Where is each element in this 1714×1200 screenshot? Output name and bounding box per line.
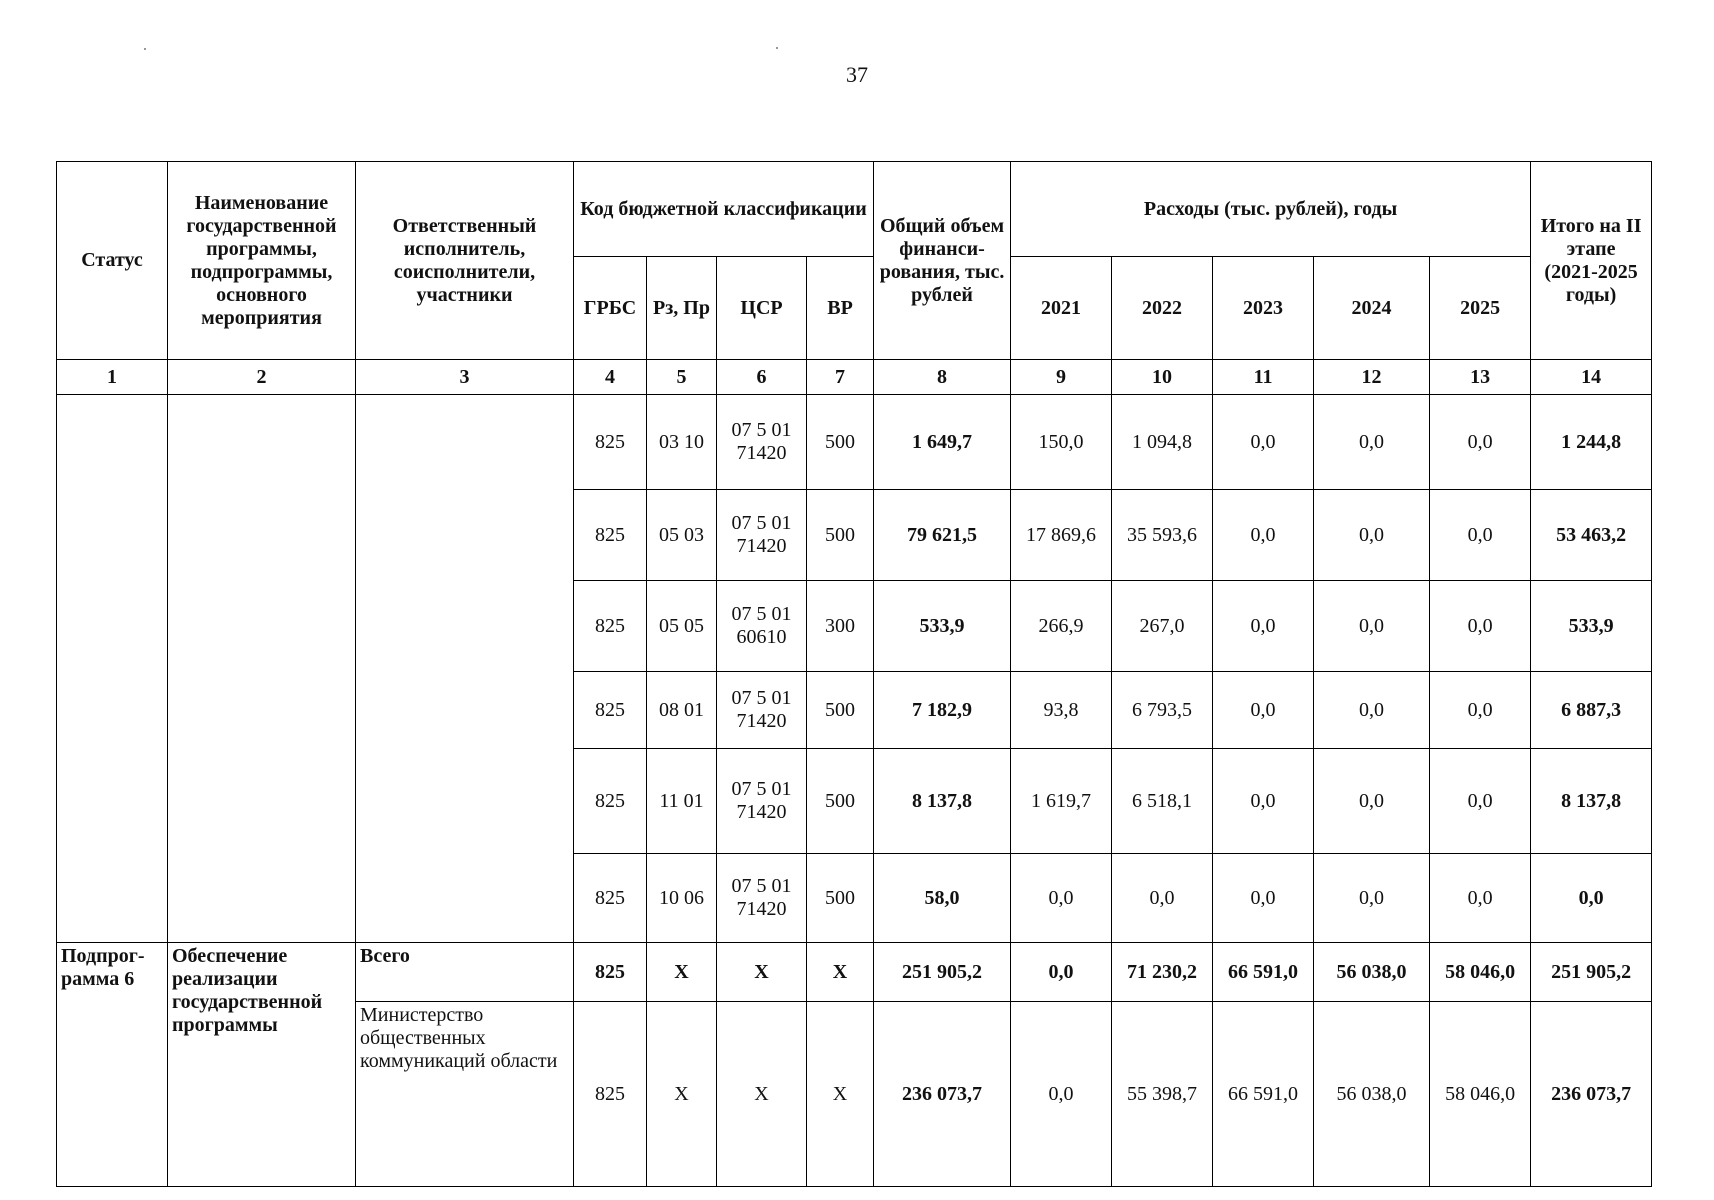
header-year: 2021: [1011, 257, 1112, 360]
cell-stage-total: 0,0: [1531, 854, 1652, 943]
cell-vr: 300: [807, 581, 874, 672]
column-number: 3: [356, 360, 574, 395]
column-number: 6: [717, 360, 807, 395]
column-number: 13: [1430, 360, 1531, 395]
cell-2021: 0,0: [1011, 1002, 1112, 1187]
subprogram-total-label: Всего: [356, 943, 574, 1002]
cell-grbs: 825: [574, 943, 647, 1002]
cell-total: 8 137,8: [874, 749, 1011, 854]
header-total-volume: Общий объем финанси-рования, тыс. рублей: [874, 162, 1011, 360]
cell-csr: 07 5 01 71420: [717, 490, 807, 581]
cell-2022: 6 793,5: [1112, 672, 1213, 749]
cell-2025: 0,0: [1430, 672, 1531, 749]
cell-total: 58,0: [874, 854, 1011, 943]
cell-2023: 66 591,0: [1213, 1002, 1314, 1187]
header-budget-code: Код бюджетной классификации: [574, 162, 874, 257]
cell-total: 79 621,5: [874, 490, 1011, 581]
column-number: 2: [168, 360, 356, 395]
cell-stage-total: 6 887,3: [1531, 672, 1652, 749]
cell-2023: 0,0: [1213, 854, 1314, 943]
scan-dot: [776, 47, 778, 49]
column-number: 4: [574, 360, 647, 395]
cell-2021: 17 869,6: [1011, 490, 1112, 581]
scan-dot: [144, 48, 146, 50]
header-rz-pr: Рз, Пр: [647, 257, 717, 360]
cell-vr: 500: [807, 490, 874, 581]
header-stage-total-line2: (2021-2025 годы): [1544, 260, 1638, 306]
cell-2025: 0,0: [1430, 854, 1531, 943]
subprogram-status: Подпрог-рамма 6: [57, 943, 168, 1187]
header-year: 2024: [1314, 257, 1430, 360]
cell-rz-pr: X: [647, 943, 717, 1002]
budget-table: [56, 161, 1652, 1187]
cell-2022: 0,0: [1112, 854, 1213, 943]
header-status: Статус: [57, 162, 168, 360]
column-number: 14: [1531, 360, 1652, 395]
header-year: 2023: [1213, 257, 1314, 360]
cell-vr: 500: [807, 749, 874, 854]
table-row: [57, 395, 1652, 490]
cell-2025: 58 046,0: [1430, 1002, 1531, 1187]
cell-vr: X: [807, 943, 874, 1002]
cell-stage-total: 533,9: [1531, 581, 1652, 672]
cell-rz-pr: 03 10: [647, 395, 717, 490]
column-number: 5: [647, 360, 717, 395]
cell-csr: 07 5 01 71420: [717, 854, 807, 943]
cell-2024: 0,0: [1314, 854, 1430, 943]
header-expenses: Расходы (тыс. рублей), годы: [1011, 162, 1531, 257]
cell-stage-total: 8 137,8: [1531, 749, 1652, 854]
cell-rz-pr: 05 03: [647, 490, 717, 581]
cell-2025: 0,0: [1430, 749, 1531, 854]
cell-2023: 0,0: [1213, 395, 1314, 490]
cell-2021: 0,0: [1011, 854, 1112, 943]
cell-grbs: 825: [574, 395, 647, 490]
cell-total: 1 649,7: [874, 395, 1011, 490]
cell-total: 251 905,2: [874, 943, 1011, 1002]
cell-2023: 0,0: [1213, 672, 1314, 749]
cell-total: 236 073,7: [874, 1002, 1011, 1187]
cell-total: 533,9: [874, 581, 1011, 672]
cell-2024: 56 038,0: [1314, 943, 1430, 1002]
cell-vr: 500: [807, 672, 874, 749]
cell-2024: 0,0: [1314, 490, 1430, 581]
cell-stage-total: 251 905,2: [1531, 943, 1652, 1002]
cell-2021: 150,0: [1011, 395, 1112, 490]
cell-2025: 0,0: [1430, 581, 1531, 672]
empty-status-cell: [57, 395, 168, 943]
header-year: 2025: [1430, 257, 1531, 360]
cell-csr: X: [717, 1002, 807, 1187]
cell-2024: 0,0: [1314, 581, 1430, 672]
cell-2023: 0,0: [1213, 749, 1314, 854]
empty-name-cell: [168, 395, 356, 943]
subprogram-name: Обеспечение реализации государственной программы: [168, 943, 356, 1187]
header-grbs: ГРБС: [574, 257, 647, 360]
header-vr: ВР: [807, 257, 874, 360]
cell-stage-total: 236 073,7: [1531, 1002, 1652, 1187]
cell-2023: 66 591,0: [1213, 943, 1314, 1002]
ministry-label: Министерство общественных коммуникаций области: [356, 1002, 574, 1187]
cell-rz-pr: 05 05: [647, 581, 717, 672]
column-number: 9: [1011, 360, 1112, 395]
column-number: 10: [1112, 360, 1213, 395]
cell-csr: 07 5 01 60610: [717, 581, 807, 672]
cell-2024: 0,0: [1314, 749, 1430, 854]
cell-csr: 07 5 01 71420: [717, 749, 807, 854]
header-stage-total: [1531, 162, 1652, 360]
header-name: Наименование государственной программы, подпрограммы, основного мероприятия: [168, 162, 356, 360]
cell-vr: 500: [807, 854, 874, 943]
cell-csr: X: [717, 943, 807, 1002]
column-number: 1: [57, 360, 168, 395]
cell-2024: 0,0: [1314, 672, 1430, 749]
cell-2023: 0,0: [1213, 490, 1314, 581]
cell-2025: 0,0: [1430, 395, 1531, 490]
column-number: 8: [874, 360, 1011, 395]
cell-2022: 267,0: [1112, 581, 1213, 672]
cell-csr: 07 5 01 71420: [717, 395, 807, 490]
cell-stage-total: 1 244,8: [1531, 395, 1652, 490]
cell-rz-pr: 11 01: [647, 749, 717, 854]
column-number: 11: [1213, 360, 1314, 395]
cell-vr: 500: [807, 395, 874, 490]
cell-grbs: 825: [574, 749, 647, 854]
cell-csr: 07 5 01 71420: [717, 672, 807, 749]
cell-grbs: 825: [574, 672, 647, 749]
cell-2024: 56 038,0: [1314, 1002, 1430, 1187]
column-number: 12: [1314, 360, 1430, 395]
cell-2021: 1 619,7: [1011, 749, 1112, 854]
page-number: 37: [846, 62, 868, 87]
cell-2022: 71 230,2: [1112, 943, 1213, 1002]
cell-2024: 0,0: [1314, 395, 1430, 490]
subprogram-total-row: [57, 943, 1652, 1002]
header-year: 2022: [1112, 257, 1213, 360]
cell-grbs: 825: [574, 1002, 647, 1187]
cell-2021: 0,0: [1011, 943, 1112, 1002]
cell-2025: 58 046,0: [1430, 943, 1531, 1002]
header-stage-total-line1: Итого на II этапе: [1540, 214, 1642, 260]
empty-responsible-cell: [356, 395, 574, 943]
cell-rz-pr: 08 01: [647, 672, 717, 749]
cell-2023: 0,0: [1213, 581, 1314, 672]
cell-rz-pr: 10 06: [647, 854, 717, 943]
cell-2021: 266,9: [1011, 581, 1112, 672]
cell-grbs: 825: [574, 581, 647, 672]
cell-grbs: 825: [574, 490, 647, 581]
header-csr: ЦСР: [717, 257, 807, 360]
cell-2022: 35 593,6: [1112, 490, 1213, 581]
cell-2022: 6 518,1: [1112, 749, 1213, 854]
cell-2021: 93,8: [1011, 672, 1112, 749]
header-responsible: Ответственный исполнитель, соисполнители, участники: [356, 162, 574, 360]
cell-stage-total: 53 463,2: [1531, 490, 1652, 581]
cell-2022: 1 094,8: [1112, 395, 1213, 490]
cell-grbs: 825: [574, 854, 647, 943]
cell-total: 7 182,9: [874, 672, 1011, 749]
cell-vr: X: [807, 1002, 874, 1187]
cell-2025: 0,0: [1430, 490, 1531, 581]
column-number: 7: [807, 360, 874, 395]
cell-2022: 55 398,7: [1112, 1002, 1213, 1187]
cell-rz-pr: X: [647, 1002, 717, 1187]
